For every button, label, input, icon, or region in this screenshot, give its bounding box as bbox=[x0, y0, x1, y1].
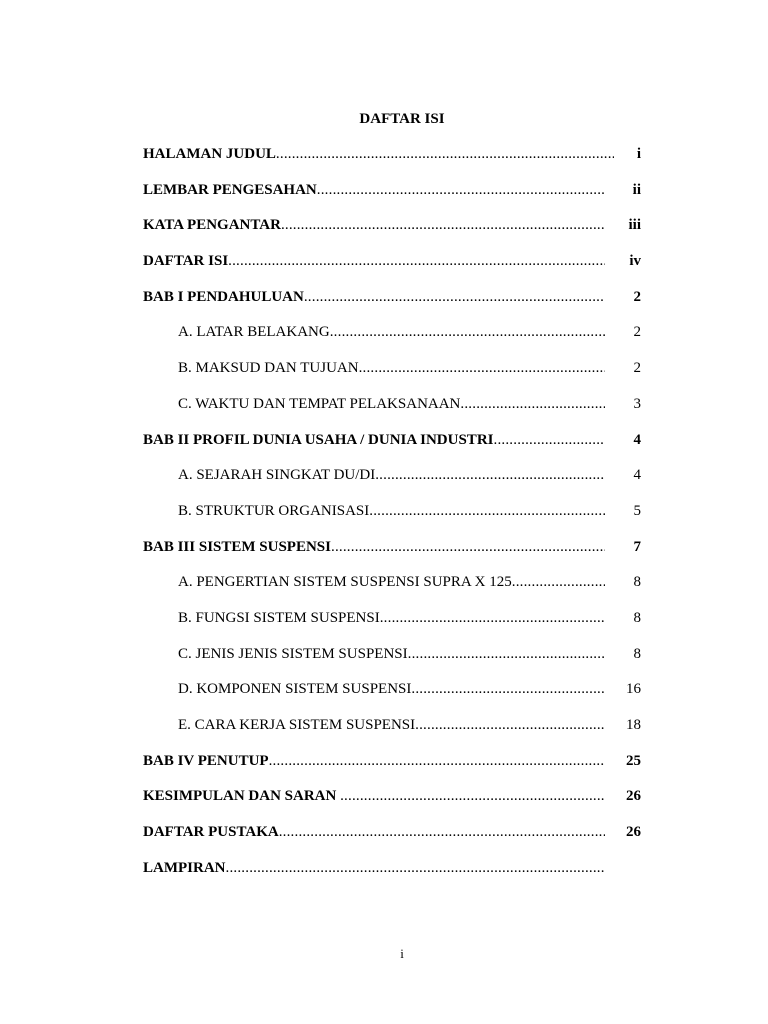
toc-entry-title: BAB IV PENUTUP ..... bbox=[143, 751, 605, 771]
toc-entry bbox=[143, 751, 643, 787]
toc-entry-title: A. SEJARAH SINGKAT DU/DI ..... bbox=[178, 465, 605, 485]
toc-entry-title: BAB II PROFIL DUNIA USAHA / DUNIA INDUSTRI ..... bbox=[143, 430, 605, 450]
toc-entry-title: LEMBAR PENGESAHAN ..... bbox=[143, 180, 605, 200]
toc-entry-page: 4 bbox=[633, 467, 641, 484]
toc-subentry bbox=[143, 501, 643, 537]
toc-entry-title: KATA PENGANTAR ..... bbox=[143, 215, 605, 235]
page-number: i bbox=[400, 946, 404, 961]
toc-entry-title: HALAMAN JUDUL ..... bbox=[143, 144, 614, 164]
toc-entry bbox=[143, 537, 643, 573]
toc-entry-page: 16 bbox=[626, 681, 641, 698]
toc-entry bbox=[143, 287, 643, 323]
toc-entry-page: 8 bbox=[633, 645, 641, 662]
toc-entry-title: B. FUNGSI SISTEM SUSPENSI ..... bbox=[178, 608, 605, 628]
toc-entry-title: B. MAKSUD DAN TUJUAN ..... bbox=[178, 358, 605, 378]
toc-entry-page: iii bbox=[628, 217, 641, 234]
toc-entry-title: E. CARA KERJA SISTEM SUSPENSI ..... bbox=[178, 715, 605, 735]
toc-entry-page: 26 bbox=[626, 824, 641, 841]
toc-entry-page: 3 bbox=[633, 395, 641, 412]
toc-entry-title: A. LATAR BELAKANG ..... bbox=[178, 322, 605, 342]
toc-entry bbox=[143, 215, 643, 251]
toc-entry-title: BAB III SISTEM SUSPENSI ..... bbox=[143, 537, 605, 557]
toc-subentry bbox=[143, 572, 643, 608]
toc-subentry bbox=[143, 608, 643, 644]
toc-entry-page: iv bbox=[629, 253, 641, 270]
toc-entry-page: 26 bbox=[626, 788, 641, 805]
toc-entry-title: C. WAKTU DAN TEMPAT PELAKSANAAN ..... bbox=[178, 394, 605, 414]
page-title: DAFTAR ISI bbox=[359, 111, 445, 127]
toc-subentry bbox=[143, 358, 643, 394]
toc-entry-title: D. KOMPONEN SISTEM SUSPENSI ..... bbox=[178, 679, 605, 699]
toc-entry-title: DAFTAR ISI ..... bbox=[143, 251, 605, 271]
toc-entry bbox=[143, 786, 643, 822]
toc-subentry bbox=[143, 679, 643, 715]
toc-entry-page: 2 bbox=[633, 360, 641, 377]
toc-entry-title: KESIMPULAN DAN SARAN ..... bbox=[143, 786, 605, 806]
toc-entry bbox=[143, 144, 643, 180]
toc-entry bbox=[143, 858, 643, 894]
toc-entry bbox=[143, 180, 643, 216]
toc-entry-page: 2 bbox=[633, 324, 641, 341]
table-of-contents bbox=[143, 144, 643, 893]
toc-entry-title: BAB I PENDAHULUAN ..... bbox=[143, 287, 605, 307]
toc-entry-page: 25 bbox=[626, 752, 641, 769]
toc-entry bbox=[143, 251, 643, 287]
toc-subentry bbox=[143, 644, 643, 680]
toc-entry-title: LAMPIRAN ..... bbox=[143, 858, 605, 878]
toc-subentry bbox=[143, 465, 643, 501]
toc-entry-page: ii bbox=[632, 181, 641, 198]
toc-entry-page: 18 bbox=[626, 717, 641, 733]
toc-entry-page: 8 bbox=[633, 574, 641, 591]
toc-entry bbox=[143, 430, 643, 466]
toc-entry-page: 7 bbox=[633, 538, 641, 555]
toc-entry-page: 8 bbox=[633, 609, 641, 626]
toc-entry-title: C. JENIS JENIS SISTEM SUSPENSI ..... bbox=[178, 644, 605, 664]
toc-subentry bbox=[143, 322, 643, 358]
toc-subentry bbox=[143, 715, 643, 751]
toc-entry-title: A. PENGERTIAN SISTEM SUSPENSI SUPRA X 125 ..... bbox=[178, 572, 605, 592]
toc-entry-page: i bbox=[636, 146, 641, 162]
toc-entry-page: 4 bbox=[633, 431, 641, 448]
toc-subentry bbox=[143, 394, 643, 430]
toc-entry-title: DAFTAR PUSTAKA ..... bbox=[143, 822, 605, 842]
toc-entry-title: B. STRUKTUR ORGANISASI ..... bbox=[178, 501, 605, 521]
toc-entry-page: 5 bbox=[633, 502, 641, 519]
toc-entry-page: 2 bbox=[633, 288, 641, 305]
toc-entry bbox=[143, 822, 643, 858]
